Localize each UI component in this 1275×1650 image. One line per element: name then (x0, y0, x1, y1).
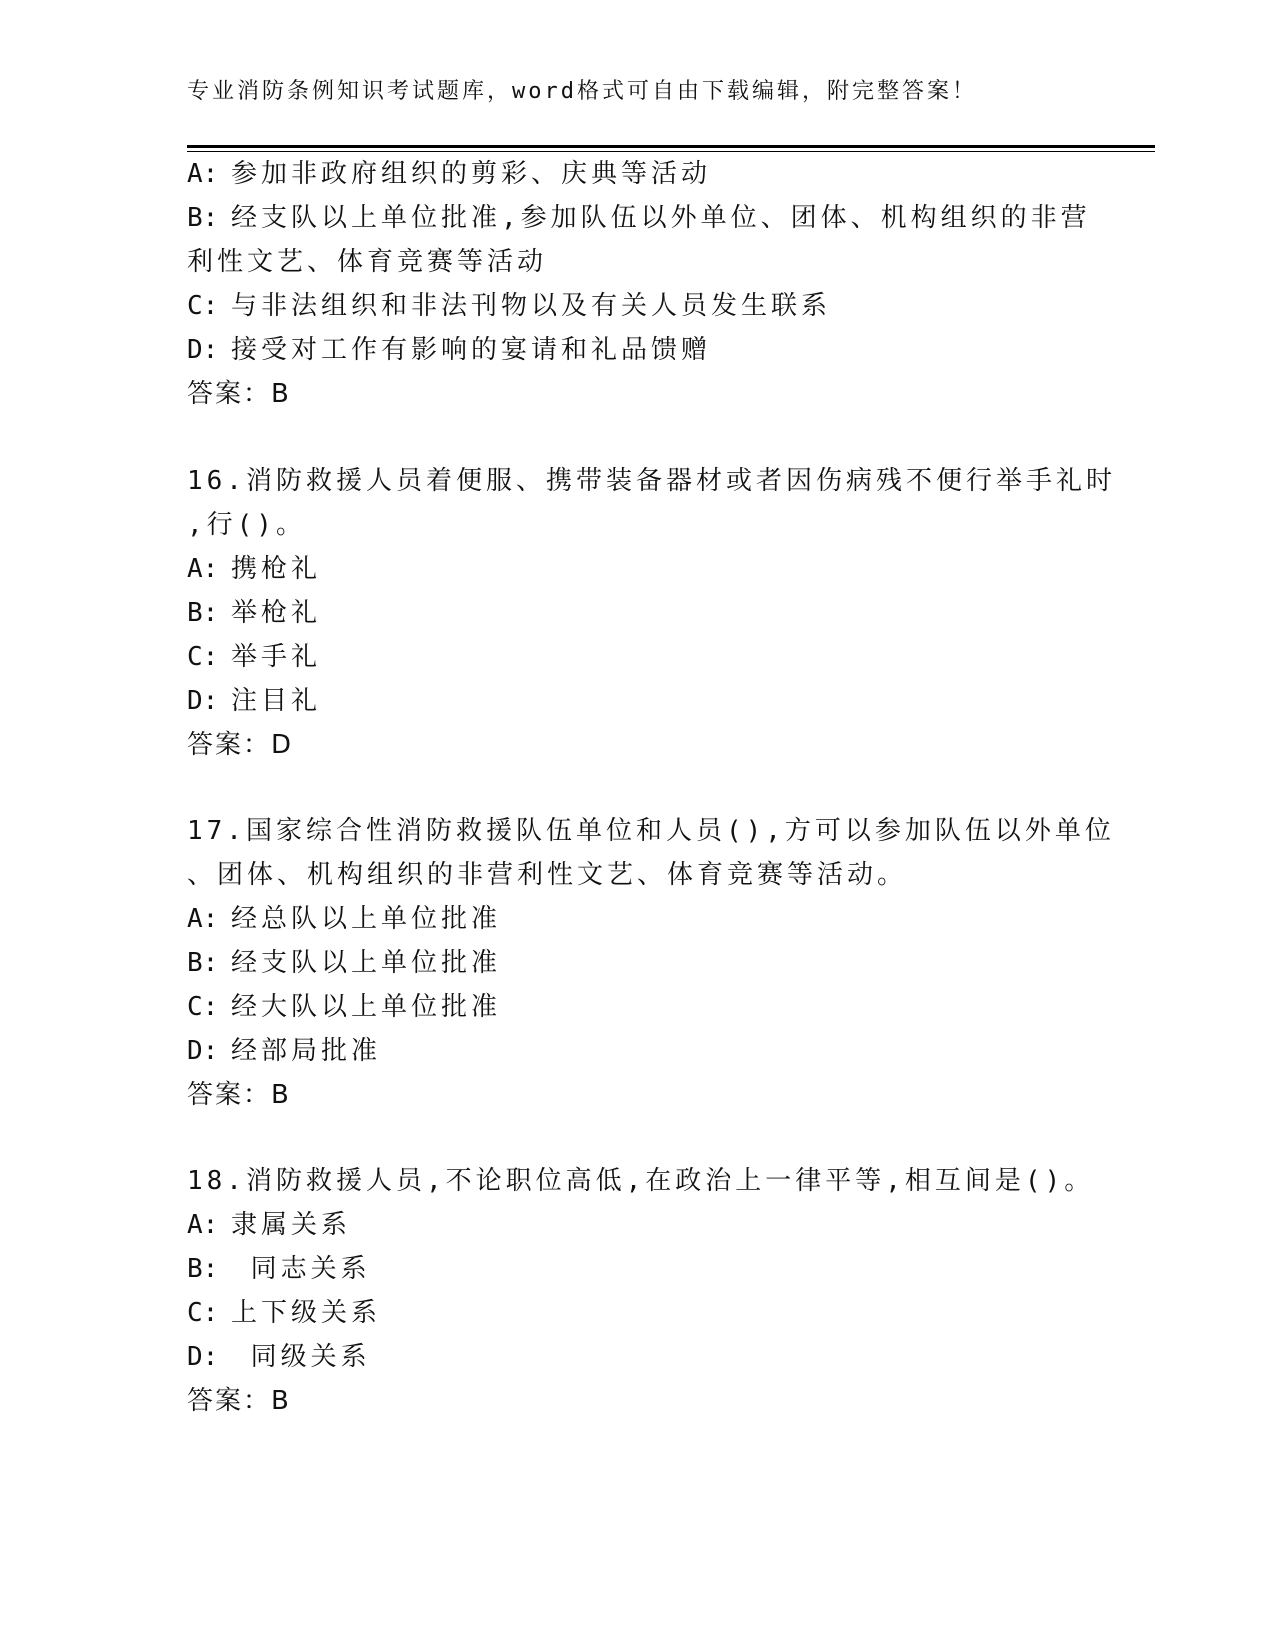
answer: 答案：D (187, 730, 294, 760)
option-text: 参加非政府组织的剪彩、庆典等活动 (231, 159, 712, 189)
option-label: B: (187, 203, 219, 233)
option-c (187, 1297, 381, 1329)
option-text: 举手礼 (231, 642, 322, 672)
option-text: 同志关系 (231, 1254, 371, 1284)
option-text: 经支队以上单位批准,参加队伍以外单位、团体、机构组织的非营 (231, 203, 1091, 233)
option-text: 经支队以上单位批准 (231, 948, 502, 978)
answer: 答案：B (187, 1386, 291, 1416)
option-text: 携枪礼 (231, 554, 322, 584)
option-b (187, 597, 321, 629)
option-text: 经大队以上单位批准 (231, 992, 502, 1022)
option-label: D: (187, 1342, 219, 1372)
option-label: C: (187, 992, 219, 1022)
option-label: C: (187, 291, 219, 321)
option-label: C: (187, 642, 219, 672)
question-17-stem-continued: 、团体、机构组织的非营利性文艺、体育竞赛等活动。 (187, 860, 908, 890)
option-label: A: (187, 159, 219, 189)
header-rule-thick (187, 145, 1155, 148)
page-header: 专业消防条例知识考试题库，word格式可自由下载编辑，附完整答案！ (187, 79, 977, 104)
option-text: 与非法组织和非法刊物以及有关人员发生联系 (231, 291, 832, 321)
option-text: 经总队以上单位批准 (231, 904, 502, 934)
option-label: A: (187, 904, 219, 934)
option-label: A: (187, 1210, 219, 1240)
option-b (187, 202, 1091, 234)
answer: 答案：B (187, 1080, 291, 1110)
option-text: 注目礼 (231, 686, 322, 716)
option-text: 接受对工作有影响的宴请和礼品馈赠 (231, 335, 712, 365)
option-a (187, 1209, 351, 1241)
option-c (187, 991, 501, 1023)
option-d (187, 334, 711, 366)
option-text: 隶属关系 (231, 1210, 352, 1240)
option-label: D: (187, 1036, 219, 1066)
option-a (187, 903, 501, 935)
option-c (187, 641, 321, 673)
option-label: D: (187, 335, 219, 365)
option-label: B: (187, 598, 219, 628)
option-d (187, 1035, 381, 1067)
option-text: 经部局批准 (231, 1036, 382, 1066)
option-c (187, 290, 831, 322)
option-label: B: (187, 948, 219, 978)
option-d (187, 1341, 371, 1373)
option-text: 同级关系 (231, 1342, 371, 1372)
question-16-stem-continued: ,行()。 (187, 510, 306, 540)
option-label: D: (187, 686, 219, 716)
option-label: A: (187, 554, 219, 584)
option-label: B: (187, 1254, 219, 1284)
option-b (187, 1253, 371, 1285)
option-a (187, 553, 321, 585)
answer: 答案：B (187, 379, 291, 409)
option-text: 举枪礼 (231, 598, 322, 628)
option-d (187, 685, 321, 717)
question-18-stem: 18.消防救援人员,不论职位高低,在政治上一律平等,相互间是()。 (187, 1166, 1095, 1196)
option-text: 上下级关系 (231, 1298, 382, 1328)
option-b (187, 947, 501, 979)
option-a (187, 158, 711, 190)
question-17-stem: 17.国家综合性消防救援队伍单位和人员(),方可以参加队伍以外单位 (187, 816, 1115, 846)
header-rule-thin (187, 151, 1155, 152)
option-label: C: (187, 1298, 219, 1328)
question-16-stem: 16.消防救援人员着便服、携带装备器材或者因伤病残不便行举手礼时 (187, 466, 1116, 496)
option-b-continued: 利性文艺、体育竞赛等活动 (187, 247, 548, 277)
